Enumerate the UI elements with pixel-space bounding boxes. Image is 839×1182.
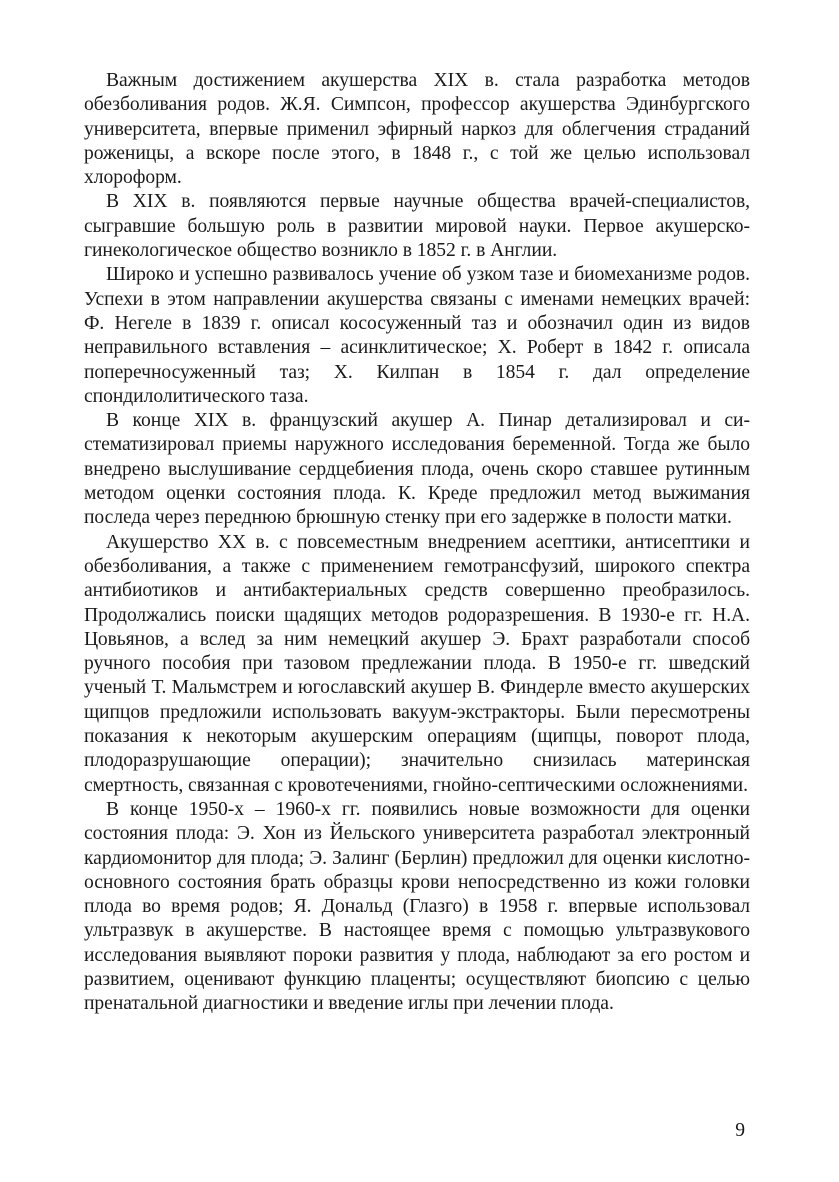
paragraph-anesthesia: Важным достижением акушерства XIX в. стала разработка методов обезболивания родов. Ж.Я. Симпсон, профессор акушерства Эдинбургского университета, впервые применил эфирный наркоз для облегчения страданий роженицы, а вскоре после этого, в 1848 г., с той же целью использовал хлороформ. bbox=[84, 70, 750, 189]
paragraph-fetal-assessment: В конце 1950-х – 1960-х гг. появились новые возможности для оценки состояния плода: Э. Хон из Йельского университета разработал электронный кардиомонитор для плода; Э. Залинг (Берлин) предложил для оценки кислотно-основного состояния брать образцы крови непосредственно из кожи головки плода во время родов; Я. Дональд (Глазго) в 1958 г. впервые использовал ультразвук в акушерстве. В настоящее время с помощью ультразвукового исследования выявляют пороки развития у плода, наблюдают за его ростом и развитием, оценивают функцию плаценты; осуществляют биопсию с целью пренатальной диагностики и введение иглы при лечении плода. bbox=[84, 798, 750, 1015]
paragraph-narrow-pelvis: Широко и успешно развивалось учение об узком тазе и биомеханизме родов. Успехи в этом направлении акушерства связаны с именами немецких врачей: Ф. Негеле в 1839 г. описал кососуженный таз и обозначил один из видов неправильного вставления – асинклитическое; Х. Роберт в 1842 г. описала поперечносуженный таз; Х. Килпан в 1854 г. дал определение спондилолитического таза. bbox=[84, 264, 750, 407]
document-page bbox=[84, 69, 750, 1017]
paragraph-external-examination: В конце XIX в. французский акушер А. Пинар детализировал и систематизировал приемы наружного исследования беременной. Тогда же было внедрено выслушивание сердцебиения плода, очень скоро ставшее рутинным методом оценки состояния плода. К. Креде предложил метод выжимания последа через переднюю брюшную стенку при его задержке в полости матки. bbox=[84, 410, 750, 529]
paragraph-twentieth-century: Акушерство XX в. с повсеместным внедрением асептики, антисептики и обезболивания, а также с применением гемотрансфузий, широкого спектра антибиотиков и антибактериальных средств совершенно преобразилось. Продолжались поиски щадящих методов родоразрешения. В 1930-е гг. Н.А. Цовьянов, а вслед за ним немецкий акушер Э. Брахт разработали способ ручного пособия при тазовом предлежании плода. В 1950-е гг. шведский ученый Т. Мальмстрем и югославский акушер В. Финдерле вместо акушерских щипцов предложили использовать вакуум-экстракторы. Были пересмотрены показания к некоторым акушерским операциям (щипцы, поворот плода, плодоразрушающие операции); значительно снизилась материнская смертность, связанная с кровотечениями, гнойно-септическими осложнениями. bbox=[84, 531, 750, 796]
page-number: 9 bbox=[735, 1120, 745, 1141]
paragraph-scientific-societies: В XIX в. появляются первые научные общества врачей-специалистов, сыгравшие большую роль в развитии мировой науки. Первое акушерско-гинекологическое общество возникло в 1852 г. в Англии. bbox=[84, 191, 750, 262]
